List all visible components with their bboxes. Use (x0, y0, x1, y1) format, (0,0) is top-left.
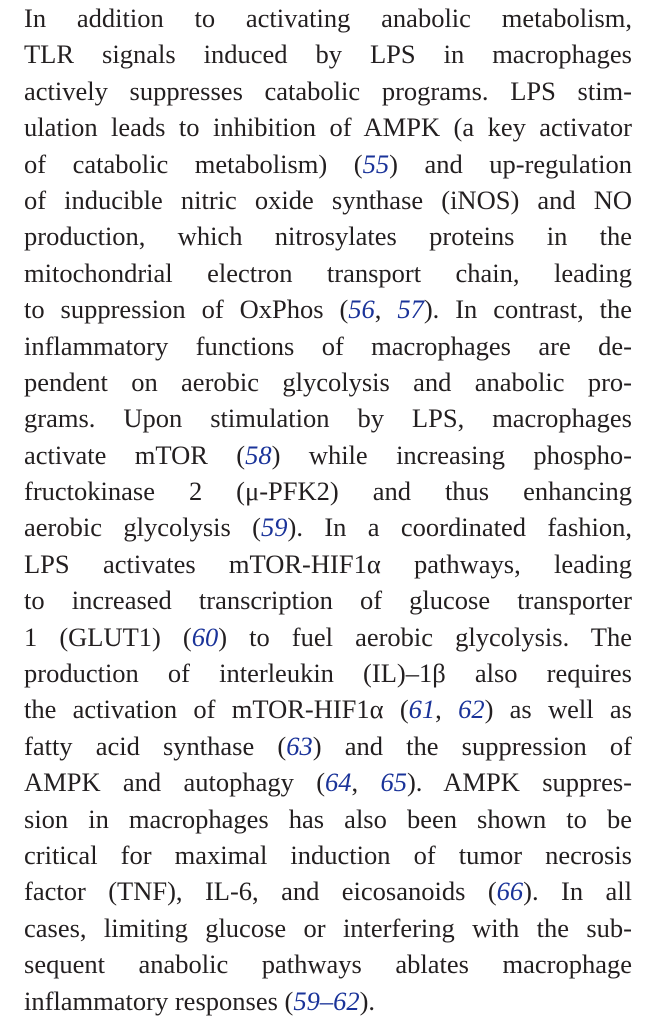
text-segment: ). In all (523, 876, 633, 907)
text-line (24, 619, 632, 655)
text-segment: ) and the suppression of (312, 730, 632, 761)
text-line (24, 983, 632, 1019)
text-segment: , (435, 694, 459, 725)
text-line (24, 437, 632, 473)
text-line (24, 546, 632, 582)
text-segment: factor (TNF), IL-6, and eicosanoids ( (24, 876, 497, 907)
citation-link[interactable]: 55 (362, 148, 390, 179)
text-segment: LPS activates mTOR-HIF1α pathways, leading (24, 548, 632, 579)
citation-link[interactable]: 64 (325, 767, 352, 798)
text-line (24, 582, 632, 618)
citation-link[interactable]: 62 (458, 694, 485, 725)
text-segment: of catabolic metabolism) ( (24, 148, 363, 179)
text-line (24, 109, 632, 145)
citation-link[interactable]: 63 (286, 730, 313, 761)
text-line (24, 0, 632, 36)
text-segment: critical for maximal induction of tumor necrosis (24, 839, 632, 870)
text-line (24, 728, 632, 764)
text-segment: TLR signals induced by LPS in macrophages (24, 39, 632, 70)
text-segment: 1 (GLUT1) ( (24, 621, 192, 652)
text-line (24, 910, 632, 946)
text-line (24, 146, 632, 182)
citation-link[interactable]: 61 (408, 694, 436, 725)
citation-link[interactable]: 58 (245, 439, 272, 470)
citation-link[interactable]: 56 (348, 294, 375, 325)
text-line (24, 946, 632, 982)
text-line (24, 73, 632, 109)
text-segment: AMPK and autophagy ( (24, 767, 326, 798)
text-line (24, 182, 632, 218)
text-segment: inflammatory responses ( (24, 985, 294, 1016)
text-line (24, 655, 632, 691)
text-segment: actively suppresses catabolic programs. LPS stim- (24, 75, 632, 106)
text-segment: of inducible nitric oxide synthase (iNOS) and NO (24, 184, 632, 215)
text-segment: ) as well as (484, 694, 632, 725)
text-segment: ) to fuel aerobic glycolysis. The (218, 621, 632, 652)
text-segment: fatty acid synthase ( (24, 730, 287, 761)
text-segment: cases, limiting glucose or interfering with the sub- (24, 912, 632, 943)
text-segment: production of interleukin (IL)–1β also requires (24, 658, 632, 689)
text-line (24, 764, 632, 800)
text-segment: aerobic glycolysis ( (24, 512, 262, 543)
text-segment: ). (359, 985, 376, 1016)
text-segment: sequent anabolic pathways ablates macrophage (24, 949, 632, 980)
text-line (24, 873, 632, 909)
text-segment: inflammatory functions of macrophages are de- (24, 330, 632, 361)
text-line (24, 473, 632, 509)
text-line (24, 801, 632, 837)
text-segment: fructokinase 2 (μ-PFK2) and thus enhancing (24, 476, 632, 507)
text-line (24, 36, 632, 72)
text-segment: sion in macrophages has also been shown to be (24, 803, 632, 834)
citation-link[interactable]: 65 (380, 767, 407, 798)
citation-link[interactable]: 66 (496, 876, 524, 907)
text-line (24, 328, 632, 364)
text-segment: , (374, 294, 398, 325)
citation-link[interactable]: 59 (261, 512, 288, 543)
text-segment: ) and up-regulation (389, 148, 632, 179)
text-line (24, 218, 632, 254)
text-segment: the activation of mTOR-HIF1α ( (24, 694, 409, 725)
text-segment: production, which nitrosylates proteins in the (24, 221, 632, 252)
text-segment: activate mTOR ( (24, 439, 246, 470)
citation-link[interactable]: 60 (191, 621, 219, 652)
text-segment: ). In a coordinated fashion, (287, 512, 632, 543)
text-line (24, 255, 632, 291)
text-segment: ). AMPK suppres- (406, 767, 632, 798)
text-line (24, 291, 632, 327)
text-segment: ). In contrast, the (423, 294, 632, 325)
text-segment: ulation leads to inhibition of AMPK (a key activator (24, 112, 632, 143)
citation-link[interactable]: 57 (397, 294, 424, 325)
text-segment: grams. Upon stimulation by LPS, macrophages (24, 403, 632, 434)
text-segment: In addition to activating anabolic metabolism, (24, 3, 632, 33)
text-line (24, 509, 632, 545)
text-segment: ) while increasing phospho- (271, 439, 632, 470)
text-segment: pendent on aerobic glycolysis and anabolic pro- (24, 366, 632, 397)
text-segment: , (351, 767, 381, 798)
text-line (24, 364, 632, 400)
text-segment: mitochondrial electron transport chain, leading (24, 257, 632, 288)
text-line (24, 400, 632, 436)
text-line (24, 691, 632, 727)
body-paragraph (24, 0, 632, 1019)
text-segment: to increased transcription of glucose transporter (24, 585, 632, 616)
text-line (24, 837, 632, 873)
text-segment: to suppression of OxPhos ( (24, 294, 349, 325)
citation-link[interactable]: 59–62 (293, 985, 360, 1016)
